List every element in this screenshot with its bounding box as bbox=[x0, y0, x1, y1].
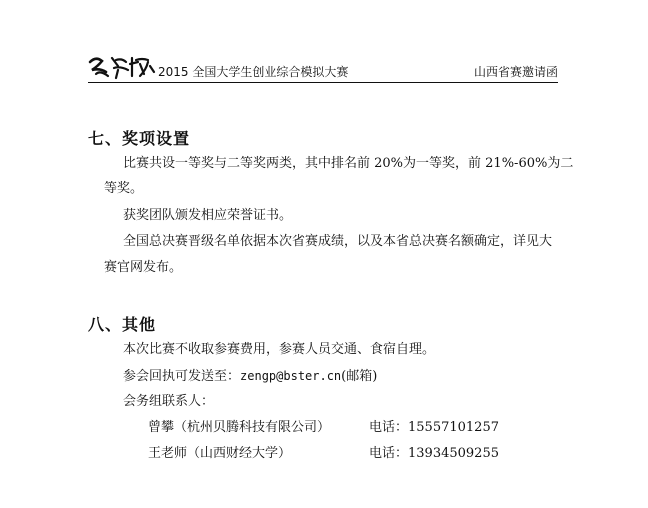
header-divider bbox=[88, 82, 558, 83]
contact-phone-1: 电话：15557101257 bbox=[369, 420, 499, 435]
section-8-paragraph-3: 会务组联系人： bbox=[123, 394, 215, 409]
section-7-paragraph-3-line-1: 全国总决赛晋级名单依据本次省赛成绩，以及本省总决赛名额确定，详见大 bbox=[123, 234, 553, 249]
section-7-heading: 七、奖项设置 bbox=[88, 129, 191, 148]
section-8-paragraph-2 bbox=[123, 364, 377, 389]
logo-text: 学创杯 bbox=[88, 52, 91, 53]
section-8-heading: 八、其他 bbox=[88, 315, 157, 334]
contact-name-1: 曾攀（杭州贝腾科技有限公司） bbox=[148, 420, 331, 435]
email-note: (邮箱) bbox=[341, 369, 378, 384]
header-title: 2015 全国大学生创业综合模拟大赛 bbox=[158, 65, 349, 79]
section-7-paragraph-1-line-2: 等奖。 bbox=[104, 181, 144, 196]
section-7-paragraph-1-line-1: 比赛共设一等奖与二等奖两类，其中排名前 20%为一等奖，前 21%-60%为二 bbox=[123, 156, 574, 171]
section-7-paragraph-2: 获奖团队颁发相应荣誉证书。 bbox=[123, 208, 293, 223]
header-document-label: 山西省赛邀请函 bbox=[473, 65, 558, 79]
receipt-label: 参会回执可发送至： bbox=[123, 369, 241, 384]
xuechuangbei-logo bbox=[88, 52, 158, 80]
section-8-paragraph-1: 本次比赛不收取参赛费用，参赛人员交通、食宿自理。 bbox=[123, 342, 436, 357]
contact-email-link[interactable]: zengp@bster.cn bbox=[240, 369, 342, 383]
contact-name-2: 王老师（山西财经大学） bbox=[148, 446, 292, 461]
page-header bbox=[88, 48, 562, 82]
contact-phone-2: 电话：13934509255 bbox=[369, 446, 499, 461]
section-7-paragraph-3-line-2: 赛官网发布。 bbox=[104, 260, 183, 275]
